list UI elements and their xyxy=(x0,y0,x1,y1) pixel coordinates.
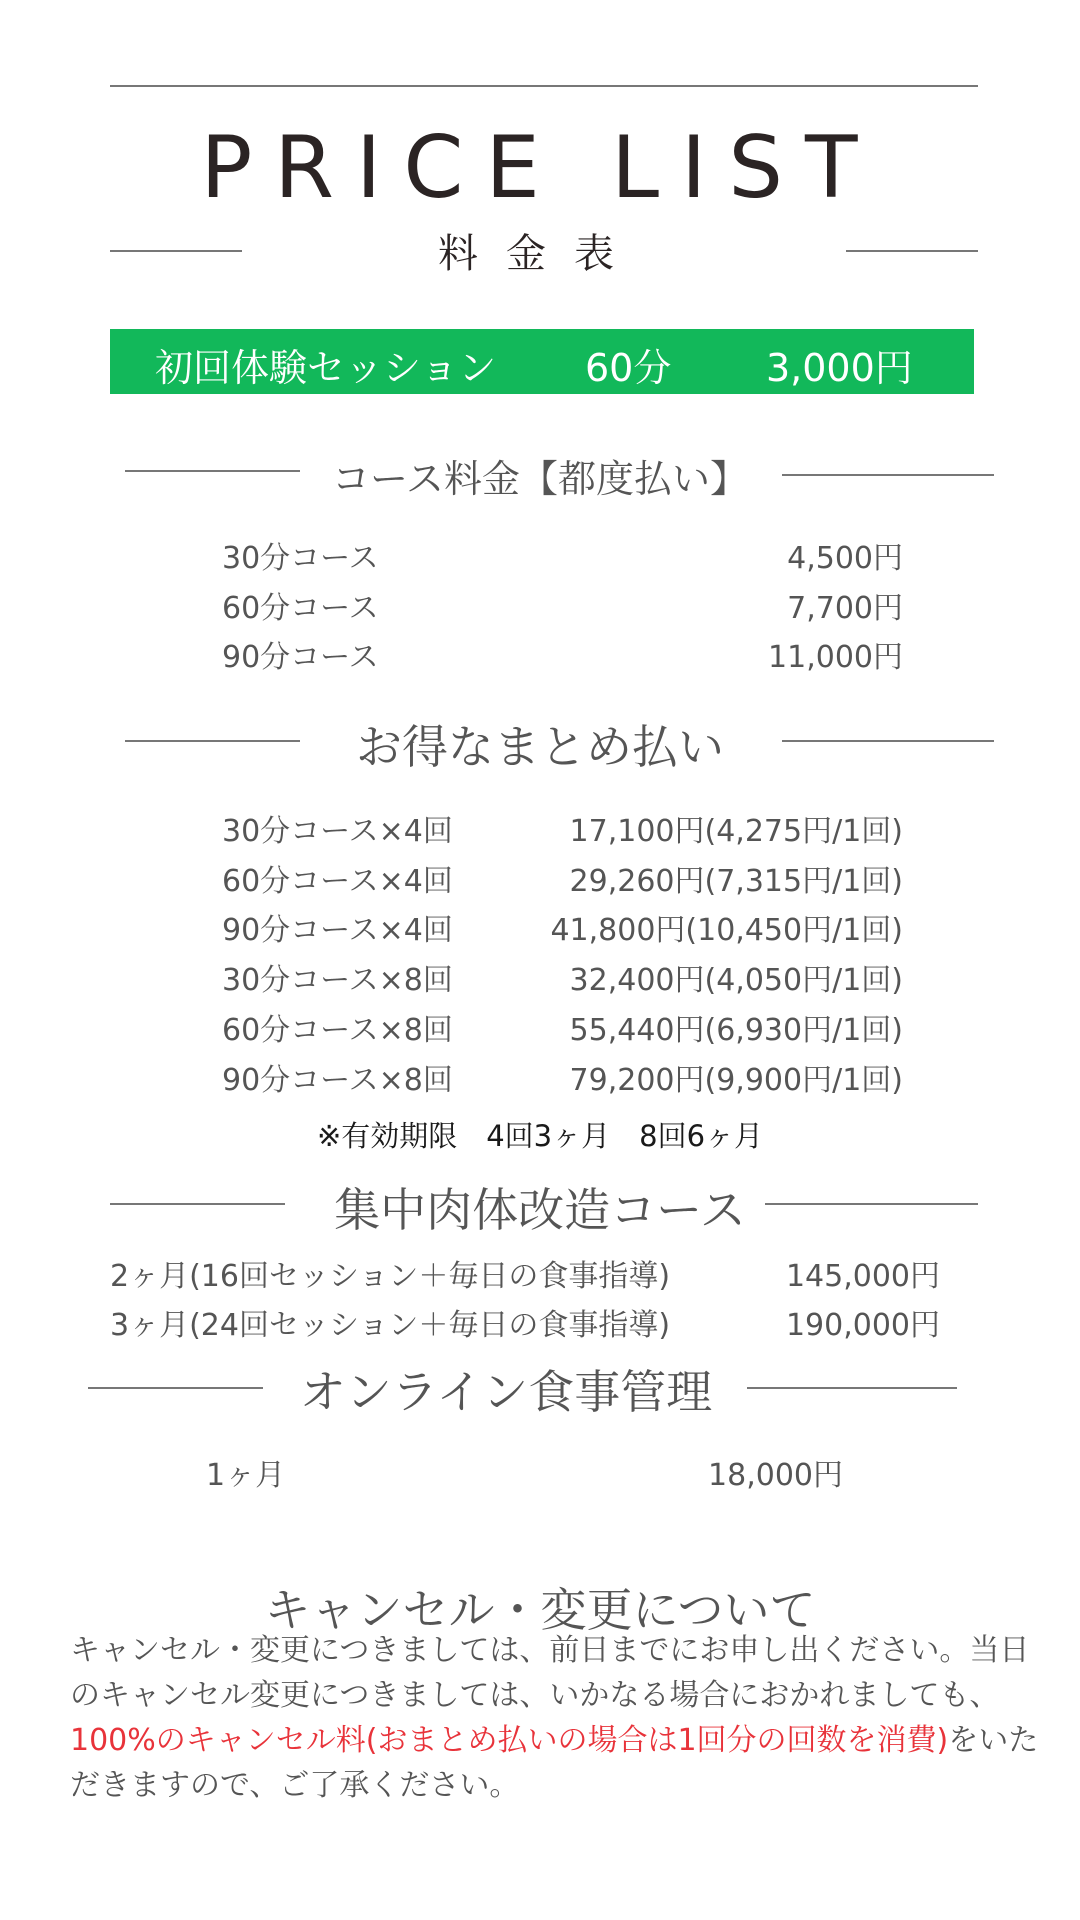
course-fee-label: 30分コース xyxy=(222,541,379,576)
cancel-fee-warning: 100%のキャンセル料(おまとめ払いの場合は1回分の回数を消費) xyxy=(70,1723,949,1758)
course-fee-label: 90分コース xyxy=(222,640,379,675)
online-price: 18,000円 xyxy=(708,1458,843,1493)
course-fee-price: 7,700円 xyxy=(787,591,903,626)
bundle-label: 30分コース×8回 xyxy=(222,963,453,998)
cancel-body xyxy=(70,1628,1040,1808)
bundle-label: 60分コース×4回 xyxy=(222,864,453,899)
bundle-label: 60分コース×8回 xyxy=(222,1013,453,1048)
trial-name: 初回体験セッション xyxy=(155,346,497,390)
trial-duration: 60分 xyxy=(585,346,672,390)
bundle-label: 90分コース×8回 xyxy=(222,1063,453,1098)
trial-price: 3,000円 xyxy=(766,346,913,390)
bundle-label: 90分コース×4回 xyxy=(222,913,453,948)
bundle-price: 41,800円(10,450円/1回) xyxy=(550,913,903,948)
course-fee-divider-right xyxy=(782,474,994,476)
bundle-label: 30分コース×4回 xyxy=(222,814,453,849)
intensive-label: 3ヶ月(24回セッション＋毎日の食事指導) xyxy=(110,1308,671,1343)
course-fee-price: 4,500円 xyxy=(787,541,903,576)
intensive-divider-left xyxy=(110,1203,285,1205)
intensive-price: 190,000円 xyxy=(785,1308,940,1343)
cancel-text-end: をいただきますので、ご了承ください。 xyxy=(70,1723,1039,1803)
intensive-divider-right xyxy=(765,1203,978,1205)
course-fee-divider-left xyxy=(125,470,300,472)
course-fee-heading: コース料金【都度払い】 xyxy=(331,457,749,501)
cancel-heading: キャンセル・変更について xyxy=(264,1583,816,1637)
bundle-price: 55,440円(6,930円/1回) xyxy=(569,1013,903,1048)
bundle-divider-left xyxy=(125,740,300,742)
online-heading: オンライン食事管理 xyxy=(299,1365,713,1419)
page-title: PRICE LIST xyxy=(200,118,880,218)
bundle-price: 29,260円(7,315円/1回) xyxy=(569,864,903,899)
online-divider-right xyxy=(747,1387,957,1389)
online-label: 1ヶ月 xyxy=(206,1458,286,1493)
course-fee-price: 11,000円 xyxy=(768,640,903,675)
bundle-price: 32,400円(4,050円/1回) xyxy=(569,963,903,998)
intensive-heading: 集中肉体改造コース xyxy=(334,1183,746,1237)
online-divider-left xyxy=(88,1387,263,1389)
top-divider xyxy=(110,85,978,87)
validity-note: ※有効期限 4回3ヶ月 8回6ヶ月 xyxy=(316,1119,764,1153)
bundle-price: 79,200円(9,900円/1回) xyxy=(569,1063,903,1098)
bundle-divider-right xyxy=(782,740,994,742)
bundle-heading: お得なまとめ払い xyxy=(356,720,724,774)
intensive-price: 145,000円 xyxy=(785,1259,940,1294)
bundle-price: 17,100円(4,275円/1回) xyxy=(569,814,903,849)
intensive-label: 2ヶ月(16回セッション＋毎日の食事指導) xyxy=(110,1259,671,1294)
course-fee-label: 60分コース xyxy=(222,591,379,626)
page-subtitle: 料金表 xyxy=(438,231,642,277)
cancel-text: キャンセル・変更につきましては、前日までにお申し出ください。当日のキャンセル変更につきましては、いかなる場合におかれましても、 xyxy=(70,1633,1030,1713)
